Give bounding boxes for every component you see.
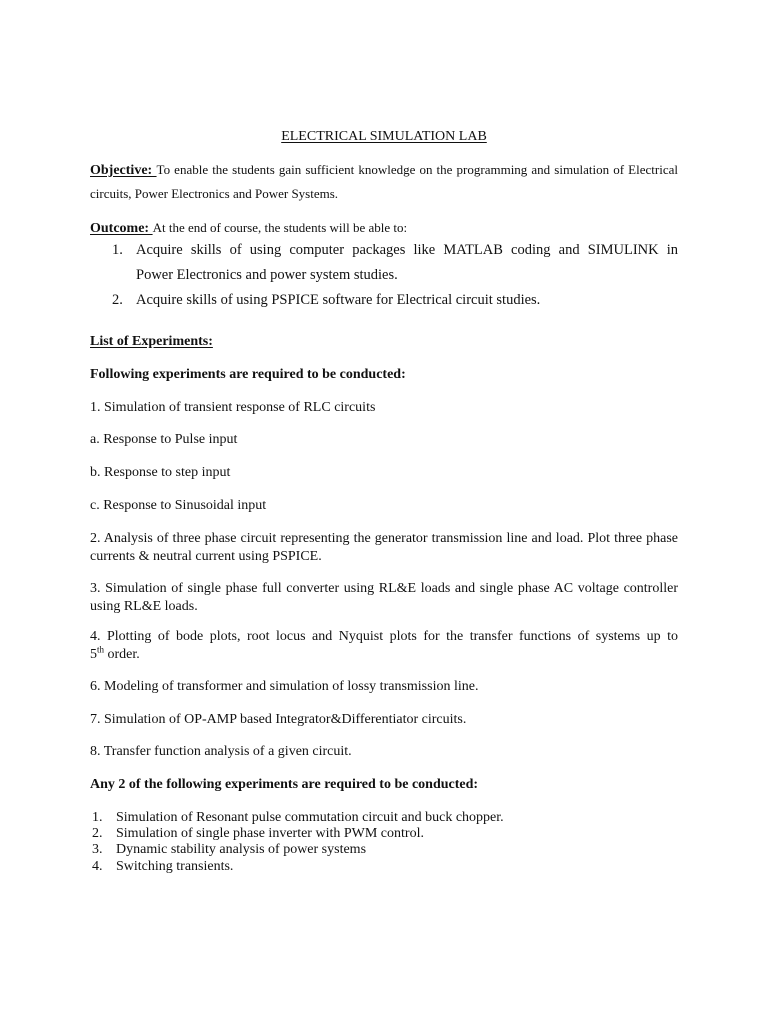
page-title: ELECTRICAL SIMULATION LAB [281, 129, 487, 144]
experiment-2: 2. Analysis of three phase circuit representing the generator transmission line and load. Plot three phase currents & neutral current using PSPICE. [90, 531, 678, 564]
optional-heading: Any 2 of the following experiments are required to be conducted: [90, 777, 479, 792]
optional-item-text: Simulation of single phase inverter with PWM control. [116, 826, 424, 841]
experiment-4 [90, 628, 678, 664]
experiment-1a: a. Response to Pulse input [90, 432, 238, 447]
experiment-6: 6. Modeling of transformer and simulation of lossy transmission line. [90, 679, 479, 694]
experiment-4-order-end: order. [104, 647, 140, 662]
outcome-item-number: 2. [112, 292, 123, 308]
experiment-4-order [90, 646, 678, 664]
experiment-4-order-number: 5 [90, 647, 97, 662]
experiment-1b: b. Response to step input [90, 465, 231, 480]
objective-paragraph [90, 158, 678, 206]
experiments-heading: List of Experiments: [90, 334, 213, 349]
experiment-7: 7. Simulation of OP-AMP based Integrator&Differentiator circuits. [90, 712, 467, 727]
optional-item-number: 1. [92, 810, 103, 825]
outcome-item-text-continued: Power Electronics and power system studies. [136, 267, 398, 283]
optional-item-text: Switching transients. [116, 859, 234, 874]
outcome-label: Outcome: [90, 221, 153, 236]
optional-item-text: Dynamic stability analysis of power systems [116, 842, 367, 857]
objective-text: To enable the students gain sufficient knowledge on the programming and simulation of Electrical circuits, Power Electronics and Power Systems. [90, 162, 678, 201]
outcome-item-text: Acquire skills of using computer packages like MATLAB coding and SIMULINK in [136, 242, 678, 258]
objective-label: Objective: [90, 163, 157, 178]
required-heading: Following experiments are required to be conducted: [90, 367, 406, 382]
optional-item-text: Simulation of Resonant pulse commutation circuit and buck chopper. [116, 810, 504, 825]
experiment-4-text: 4. Plotting of bode plots, root locus and Nyquist plots for the transfer functions of systems up to [90, 629, 678, 644]
outcome-paragraph [90, 219, 678, 238]
experiment-8: 8. Transfer function analysis of a given circuit. [90, 744, 352, 759]
outcome-text: At the end of course, the students will be able to: [152, 220, 408, 235]
outcome-item-number: 1. [112, 242, 123, 258]
experiment-4-order-suffix: th [97, 644, 105, 655]
experiment-1: 1. Simulation of transient response of RLC circuits [90, 400, 376, 415]
experiment-3: 3. Simulation of single phase full converter using RL&E loads and single phase AC voltage controller using RL&E loads. [90, 581, 678, 614]
optional-item-number: 3. [92, 842, 103, 857]
optional-item-number: 2. [92, 826, 103, 841]
experiment-1c: c. Response to Sinusoidal input [90, 498, 267, 513]
outcome-item-text: Acquire skills of using PSPICE software for Electrical circuit studies. [136, 292, 541, 308]
optional-item-number: 4. [92, 859, 103, 874]
